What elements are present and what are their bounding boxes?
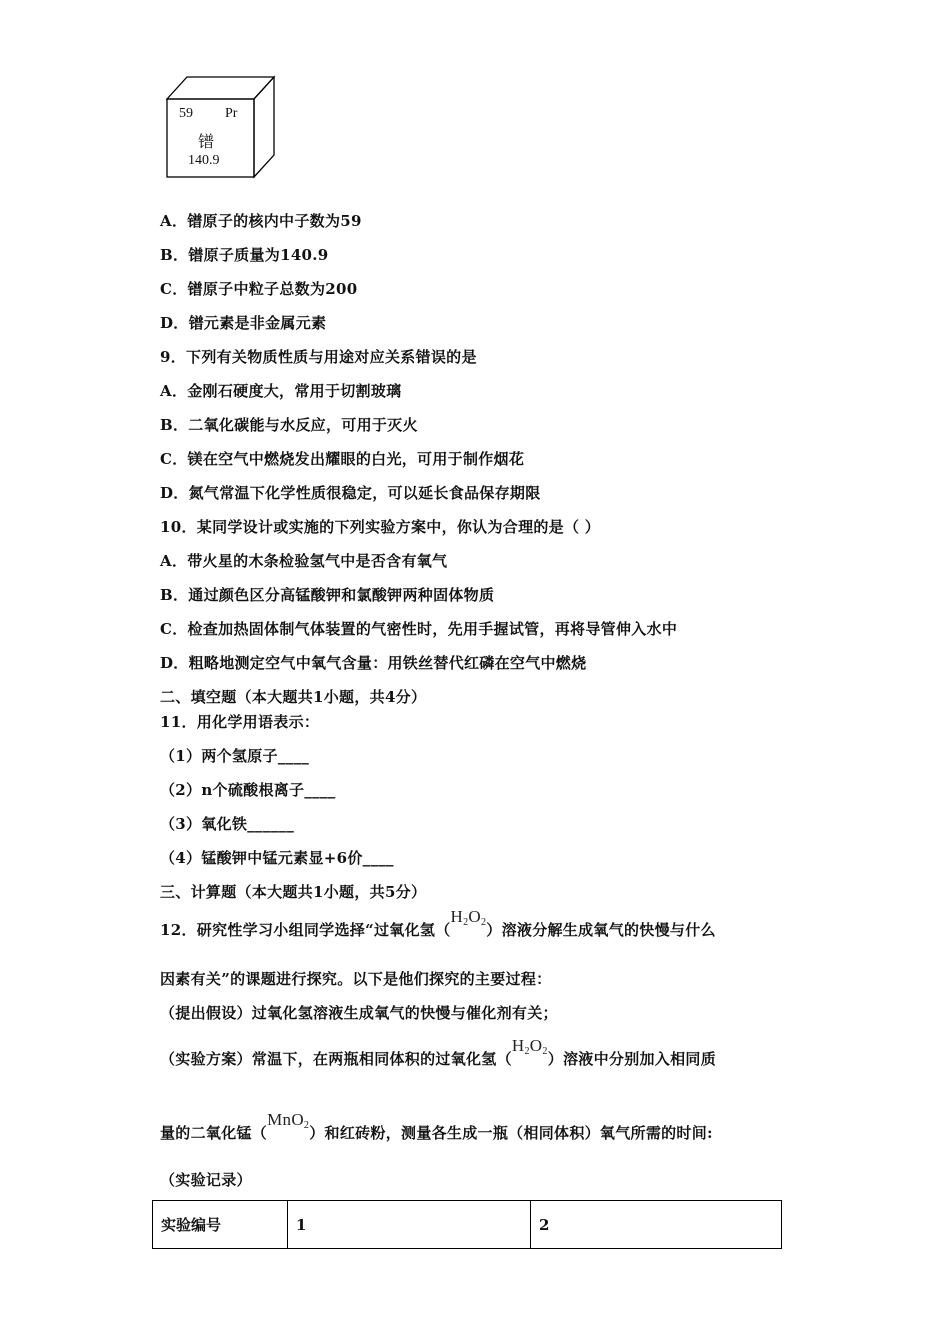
q8-option-c: C．镨原子中粒子总数为200: [160, 280, 358, 298]
plan-text-part2: ）溶液中分别加入相同质: [547, 1050, 716, 1068]
q9-option-c: C．镁在空气中燃烧发出耀眼的白光，可用于制作烟花: [160, 450, 525, 468]
q10-option-b: B．通过颜色区分高锰酸钾和氯酸钾两种固体物质: [160, 586, 495, 604]
q12-line2: 因素有关”的课题进行探究。以下是他们探究的主要过程：: [160, 970, 552, 988]
q8-option-d: D．镨元素是非金属元素: [160, 314, 327, 332]
q12-text-part1: 12．研究性学习小组同学选择“过氧化氢（: [160, 921, 451, 939]
q10-option-d: D．粗略地测定空气中氧气含量：用铁丝替代红磷在空气中燃烧: [160, 654, 587, 672]
q11-item-3: （3）氧化铁______: [160, 815, 295, 833]
q9-stem: 9．下列有关物质性质与用途对应关系错误的是: [160, 348, 477, 366]
q9-option-a: A．金刚石硬度大，常用于切割玻璃: [160, 382, 402, 400]
plan-line2-part2: ）和红砖粉，测量各生成一瓶（相同体积）氧气所需的时间:: [309, 1124, 713, 1142]
q8-option-b: B．镨原子质量为140.9: [160, 246, 329, 264]
q9-option-d: D．氮气常温下化学性质很稳定，可以延长食品保存期限: [160, 484, 541, 502]
q12-line1: [160, 907, 716, 946]
atomic-mass: 140.9: [188, 153, 220, 168]
element-cube-drawing: [165, 75, 277, 183]
plan-line2: [160, 1110, 713, 1149]
hypothesis-line: （提出假设）过氧化氢溶液生成氧气的快慢与催化剂有关；: [160, 1004, 558, 1022]
q8-option-a: A．镨原子的核内中子数为59: [160, 212, 362, 230]
q12-text-part2: ）溶液分解生成氧气的快慢与什么: [486, 921, 716, 939]
plan-line1: [160, 1036, 716, 1075]
q11-stem: 11．用化学用语表示：: [160, 713, 320, 731]
h2o2-formula-plan: $H_2O_2$: [511, 1036, 548, 1057]
element-symbol: Pr: [225, 106, 238, 121]
q10-option-a: A．带火星的木条检验氢气中是否含有氧气: [160, 552, 448, 570]
record-heading: （实验记录）: [160, 1171, 252, 1189]
plan-text-part1: （实验方案）常温下，在两瓶相同体积的过氧化氢（: [160, 1050, 512, 1068]
mno2-formula: MnO$_2$: [267, 1110, 310, 1131]
element-name: 镨: [198, 134, 215, 151]
plan-line2-part1: 量的二氧化锰（: [160, 1124, 268, 1142]
element-card: [165, 75, 277, 183]
q9-option-b: B．二氧化碳能与水反应，可用于灭火: [160, 416, 418, 434]
table-row: [153, 1201, 782, 1249]
table-header-cell: 实验编号: [153, 1201, 288, 1249]
section2-heading: 二、填空题（本大题共1小题，共4分）: [160, 688, 427, 706]
experiment-record-table: [152, 1200, 782, 1249]
q10-stem: 10．某同学设计或实施的下列实验方案中，你认为合理的是（ ）: [160, 518, 601, 536]
h2o2-formula: $H_2O_2$: [450, 907, 487, 928]
q10-option-c: C．检查加热固体制气体装置的气密性时，先用手握试管，再将导管伸入水中: [160, 620, 678, 638]
q11-item-2: （2）n个硫酸根离子____: [160, 781, 336, 799]
q11-item-4: （4）锰酸钾中锰元素显+6价____: [160, 849, 394, 867]
atomic-number: 59: [179, 106, 193, 121]
section3-heading: 三、计算题（本大题共1小题，共5分）: [160, 883, 427, 901]
table-header-cell: 1: [288, 1201, 531, 1249]
q11-item-1: （1）两个氢原子____: [160, 747, 310, 765]
table-header-cell: 2: [531, 1201, 782, 1249]
